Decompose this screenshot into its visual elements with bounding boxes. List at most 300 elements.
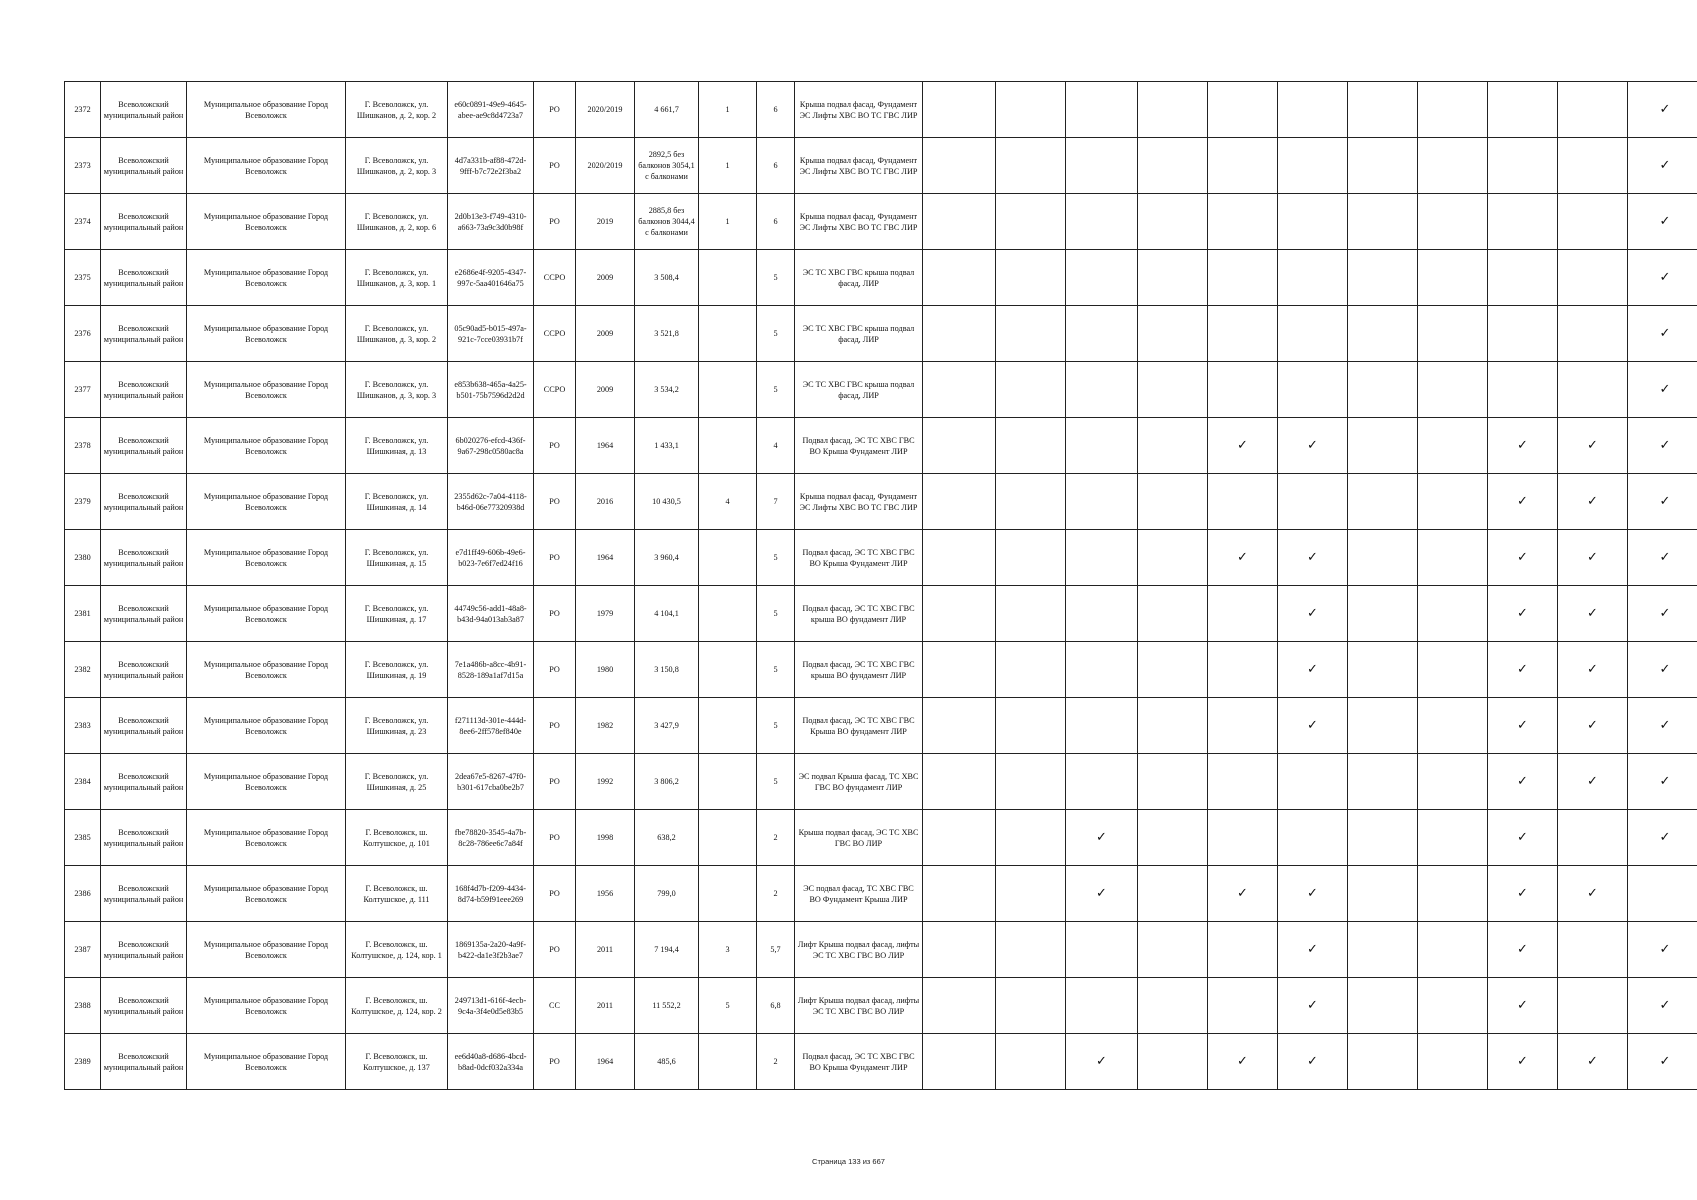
- cell-type: РО: [534, 474, 576, 530]
- check-mark-icon: ✓: [1278, 698, 1348, 754]
- cell-c1: [699, 642, 757, 698]
- table-row: [65, 810, 1697, 866]
- empty-cell: [996, 194, 1066, 250]
- cell-address: Г. Всеволожск, ул. Шишкиная, д. 19: [346, 642, 448, 698]
- register-table: [64, 81, 1697, 1090]
- empty-cell: [1418, 866, 1488, 922]
- table-row: [65, 474, 1697, 530]
- check-mark-icon: ✓: [1628, 754, 1697, 810]
- cell-guid: 05c90ad5-b015-497a-921c-7cce03931b7f: [448, 306, 534, 362]
- cell-type: РО: [534, 642, 576, 698]
- empty-cell: [1138, 530, 1208, 586]
- empty-cell: [923, 138, 996, 194]
- cell-c2: 6: [757, 138, 795, 194]
- cell-year: 1979: [576, 586, 635, 642]
- check-mark-icon: ✓: [1278, 586, 1348, 642]
- empty-cell: [996, 250, 1066, 306]
- check-mark-icon: ✓: [1558, 698, 1628, 754]
- cell-district: Всеволожский муниципальный район: [101, 922, 187, 978]
- cell-works: Крыша подвал фасад, Фундамент ЭС Лифты ХВС ВО ТС ГВС ЛИР: [795, 82, 923, 138]
- cell-municipality: Муниципальное образование Город Всеволожск: [187, 810, 346, 866]
- cell-year: 1964: [576, 530, 635, 586]
- empty-cell: [1208, 642, 1278, 698]
- empty-cell: [1278, 362, 1348, 418]
- cell-num: 2386: [65, 866, 101, 922]
- empty-cell: [1558, 82, 1628, 138]
- empty-cell: [1278, 82, 1348, 138]
- empty-cell: [1066, 194, 1138, 250]
- cell-district: Всеволожский муниципальный район: [101, 418, 187, 474]
- cell-num: 2387: [65, 922, 101, 978]
- cell-type: РО: [534, 810, 576, 866]
- empty-cell: [1278, 138, 1348, 194]
- cell-type: РО: [534, 82, 576, 138]
- cell-c2: 2: [757, 1034, 795, 1090]
- cell-c2: 5: [757, 362, 795, 418]
- cell-c2: 5: [757, 586, 795, 642]
- empty-cell: [1278, 194, 1348, 250]
- empty-cell: [1066, 530, 1138, 586]
- cell-c1: 4: [699, 474, 757, 530]
- empty-cell: [1348, 866, 1418, 922]
- check-mark-icon: ✓: [1488, 586, 1558, 642]
- check-mark-icon: ✓: [1488, 530, 1558, 586]
- empty-cell: [1066, 250, 1138, 306]
- check-mark-icon: ✓: [1278, 1034, 1348, 1090]
- cell-num: 2381: [65, 586, 101, 642]
- cell-area: 3 806,2: [635, 754, 699, 810]
- check-mark-icon: ✓: [1488, 418, 1558, 474]
- empty-cell: [923, 474, 996, 530]
- check-mark-icon: ✓: [1628, 922, 1697, 978]
- cell-area: 3 521,8: [635, 306, 699, 362]
- empty-cell: [1348, 1034, 1418, 1090]
- empty-cell: [996, 82, 1066, 138]
- empty-cell: [1558, 922, 1628, 978]
- empty-cell: [1418, 978, 1488, 1034]
- cell-area: 11 552,2: [635, 978, 699, 1034]
- cell-c1: [699, 418, 757, 474]
- cell-c2: 4: [757, 418, 795, 474]
- cell-year: 1956: [576, 866, 635, 922]
- empty-cell: [1066, 306, 1138, 362]
- empty-cell: [923, 642, 996, 698]
- check-mark-icon: ✓: [1208, 530, 1278, 586]
- empty-cell: [1348, 138, 1418, 194]
- check-mark-icon: ✓: [1208, 866, 1278, 922]
- empty-cell: [923, 754, 996, 810]
- empty-cell: [1066, 698, 1138, 754]
- cell-works: Подвал фасад, ЭС ТС ХВС ГВС ВО Крыша Фундамент ЛИР: [795, 1034, 923, 1090]
- cell-municipality: Муниципальное образование Город Всеволожск: [187, 474, 346, 530]
- cell-municipality: Муниципальное образование Город Всеволожск: [187, 978, 346, 1034]
- cell-works: Лифт Крыша подвал фасад, лифты ЭС ТС ХВС ГВС ВО ЛИР: [795, 978, 923, 1034]
- cell-area: 485,6: [635, 1034, 699, 1090]
- empty-cell: [923, 250, 996, 306]
- check-mark-icon: ✓: [1628, 1034, 1697, 1090]
- cell-district: Всеволожский муниципальный район: [101, 1034, 187, 1090]
- cell-c1: [699, 1034, 757, 1090]
- cell-c2: 5: [757, 306, 795, 362]
- cell-c1: [699, 698, 757, 754]
- empty-cell: [1488, 250, 1558, 306]
- empty-cell: [996, 866, 1066, 922]
- check-mark-icon: ✓: [1558, 418, 1628, 474]
- cell-guid: 168f4d7b-f209-4434-8d74-b59f91eee269: [448, 866, 534, 922]
- cell-address: Г. Всеволожск, ул. Шишкиная, д. 14: [346, 474, 448, 530]
- empty-cell: [1138, 418, 1208, 474]
- cell-type: ССРО: [534, 362, 576, 418]
- empty-cell: [1418, 306, 1488, 362]
- cell-c1: 3: [699, 922, 757, 978]
- cell-municipality: Муниципальное образование Город Всеволожск: [187, 1034, 346, 1090]
- empty-cell: [1138, 642, 1208, 698]
- check-mark-icon: ✓: [1628, 586, 1697, 642]
- cell-num: 2388: [65, 978, 101, 1034]
- cell-year: 1998: [576, 810, 635, 866]
- empty-cell: [1138, 306, 1208, 362]
- cell-year: 1992: [576, 754, 635, 810]
- cell-c2: 6: [757, 82, 795, 138]
- cell-district: Всеволожский муниципальный район: [101, 810, 187, 866]
- cell-year: 1980: [576, 642, 635, 698]
- cell-year: 1964: [576, 418, 635, 474]
- cell-area: 3 960,4: [635, 530, 699, 586]
- empty-cell: [996, 642, 1066, 698]
- cell-municipality: Муниципальное образование Город Всеволожск: [187, 642, 346, 698]
- cell-year: 1982: [576, 698, 635, 754]
- cell-type: РО: [534, 530, 576, 586]
- empty-cell: [996, 306, 1066, 362]
- table-row: [65, 978, 1697, 1034]
- cell-num: 2385: [65, 810, 101, 866]
- empty-cell: [923, 586, 996, 642]
- empty-cell: [1138, 1034, 1208, 1090]
- cell-c2: 5: [757, 530, 795, 586]
- empty-cell: [923, 418, 996, 474]
- empty-cell: [1138, 922, 1208, 978]
- empty-cell: [1066, 362, 1138, 418]
- empty-cell: [1138, 698, 1208, 754]
- empty-cell: [1066, 754, 1138, 810]
- empty-cell: [996, 362, 1066, 418]
- empty-cell: [923, 866, 996, 922]
- table-row: [65, 530, 1697, 586]
- cell-area: 2892,5 без балконов 3054,1 с балконами: [635, 138, 699, 194]
- empty-cell: [1558, 362, 1628, 418]
- register-table-container: [64, 81, 1671, 1090]
- cell-type: РО: [534, 138, 576, 194]
- cell-guid: e7d1ff49-606b-49e6-b023-7e6f7ed24f16: [448, 530, 534, 586]
- cell-municipality: Муниципальное образование Город Всеволожск: [187, 362, 346, 418]
- cell-year: 2020/2019: [576, 82, 635, 138]
- empty-cell: [1208, 306, 1278, 362]
- empty-cell: [996, 138, 1066, 194]
- empty-cell: [1278, 250, 1348, 306]
- cell-c1: [699, 586, 757, 642]
- cell-c1: [699, 250, 757, 306]
- cell-type: РО: [534, 698, 576, 754]
- cell-c2: 5: [757, 250, 795, 306]
- table-row: [65, 922, 1697, 978]
- cell-guid: e2686e4f-9205-4347-997c-5aa401646a75: [448, 250, 534, 306]
- check-mark-icon: ✓: [1278, 642, 1348, 698]
- cell-year: 2011: [576, 978, 635, 1034]
- empty-cell: [1418, 194, 1488, 250]
- cell-num: 2376: [65, 306, 101, 362]
- cell-guid: ee6d40a8-d686-4bcd-b8ad-0dcf032a334a: [448, 1034, 534, 1090]
- empty-cell: [1348, 474, 1418, 530]
- empty-cell: [1066, 586, 1138, 642]
- empty-cell: [996, 922, 1066, 978]
- cell-c1: [699, 362, 757, 418]
- cell-works: Подвал фасад, ЭС ТС ХВС ГВС крыша ВО фундамент ЛИР: [795, 642, 923, 698]
- cell-type: РО: [534, 418, 576, 474]
- empty-cell: [1418, 642, 1488, 698]
- empty-cell: [923, 1034, 996, 1090]
- cell-municipality: Муниципальное образование Город Всеволожск: [187, 586, 346, 642]
- cell-works: Крыша подвал фасад, Фундамент ЭС Лифты ХВС ВО ТС ГВС ЛИР: [795, 194, 923, 250]
- cell-address: Г. Всеволожск, ш. Колтушское, д. 101: [346, 810, 448, 866]
- empty-cell: [1488, 138, 1558, 194]
- cell-year: 2009: [576, 306, 635, 362]
- empty-cell: [1418, 754, 1488, 810]
- cell-address: Г. Всеволожск, ш. Колтушское, д. 124, кор. 2: [346, 978, 448, 1034]
- cell-works: Подвал фасад, ЭС ТС ХВС ГВС ВО Крыша Фундамент ЛИР: [795, 530, 923, 586]
- check-mark-icon: ✓: [1628, 418, 1697, 474]
- check-mark-icon: ✓: [1558, 530, 1628, 586]
- empty-cell: [1418, 922, 1488, 978]
- empty-cell: [1348, 530, 1418, 586]
- empty-cell: [1066, 138, 1138, 194]
- cell-type: ССРО: [534, 250, 576, 306]
- cell-c2: 2: [757, 866, 795, 922]
- cell-district: Всеволожский муниципальный район: [101, 194, 187, 250]
- empty-cell: [1558, 306, 1628, 362]
- cell-area: 7 194,4: [635, 922, 699, 978]
- cell-municipality: Муниципальное образование Город Всеволожск: [187, 138, 346, 194]
- empty-cell: [1138, 810, 1208, 866]
- empty-cell: [1066, 922, 1138, 978]
- check-mark-icon: ✓: [1488, 642, 1558, 698]
- empty-cell: [923, 194, 996, 250]
- empty-cell: [1208, 362, 1278, 418]
- empty-cell: [1138, 194, 1208, 250]
- empty-cell: [1558, 810, 1628, 866]
- check-mark-icon: ✓: [1558, 1034, 1628, 1090]
- check-mark-icon: ✓: [1278, 866, 1348, 922]
- cell-c2: 5: [757, 754, 795, 810]
- cell-works: Крыша подвал фасад, Фундамент ЭС Лифты ХВС ВО ТС ГВС ЛИР: [795, 138, 923, 194]
- empty-cell: [923, 306, 996, 362]
- cell-address: Г. Всеволожск, ул. Шишканов, д. 3, кор. 3: [346, 362, 448, 418]
- cell-works: Крыша подвал фасад, ЭС ТС ХВС ГВС ВО ЛИР: [795, 810, 923, 866]
- cell-address: Г. Всеволожск, ул. Шишкиная, д. 23: [346, 698, 448, 754]
- cell-district: Всеволожский муниципальный район: [101, 474, 187, 530]
- empty-cell: [1348, 250, 1418, 306]
- cell-district: Всеволожский муниципальный район: [101, 362, 187, 418]
- cell-c1: 1: [699, 194, 757, 250]
- cell-address: Г. Всеволожск, ул. Шишканов, д. 2, кор. 2: [346, 82, 448, 138]
- table-row: [65, 642, 1697, 698]
- cell-c1: 1: [699, 82, 757, 138]
- empty-cell: [923, 978, 996, 1034]
- empty-cell: [1418, 586, 1488, 642]
- cell-district: Всеволожский муниципальный район: [101, 754, 187, 810]
- empty-cell: [1348, 754, 1418, 810]
- cell-area: 1 433,1: [635, 418, 699, 474]
- cell-guid: e60c0891-49e9-4645-abee-ae9c8d4723a7: [448, 82, 534, 138]
- cell-area: 2885,8 без балконов 3044,4 с балконами: [635, 194, 699, 250]
- cell-area: 3 508,4: [635, 250, 699, 306]
- cell-c1: 5: [699, 978, 757, 1034]
- empty-cell: [1348, 586, 1418, 642]
- cell-guid: 249713d1-616f-4ecb-9c4a-3f4e0d5e83b5: [448, 978, 534, 1034]
- check-mark-icon: ✓: [1488, 978, 1558, 1034]
- cell-district: Всеволожский муниципальный район: [101, 698, 187, 754]
- empty-cell: [996, 1034, 1066, 1090]
- empty-cell: [1208, 250, 1278, 306]
- cell-c2: 6,8: [757, 978, 795, 1034]
- empty-cell: [1138, 586, 1208, 642]
- cell-district: Всеволожский муниципальный район: [101, 866, 187, 922]
- cell-works: Подвал фасад, ЭС ТС ХВС ГВС ВО Крыша Фундамент ЛИР: [795, 418, 923, 474]
- check-mark-icon: ✓: [1558, 754, 1628, 810]
- table-row: [65, 82, 1697, 138]
- cell-type: РО: [534, 866, 576, 922]
- cell-address: Г. Всеволожск, ш. Колтушское, д. 137: [346, 1034, 448, 1090]
- check-mark-icon: ✓: [1278, 418, 1348, 474]
- cell-area: 3 427,9: [635, 698, 699, 754]
- cell-guid: 2dea67e5-8267-47f0-b301-617cba0be2b7: [448, 754, 534, 810]
- cell-c2: 5: [757, 698, 795, 754]
- empty-cell: [1348, 642, 1418, 698]
- empty-cell: [1348, 194, 1418, 250]
- cell-num: 2372: [65, 82, 101, 138]
- empty-cell: [1278, 810, 1348, 866]
- cell-municipality: Муниципальное образование Город Всеволожск: [187, 306, 346, 362]
- cell-area: 3 150,8: [635, 642, 699, 698]
- table-row: [65, 418, 1697, 474]
- cell-works: ЭС ТС ХВС ГВС крыша подвал фасад, ЛИР: [795, 306, 923, 362]
- cell-municipality: Муниципальное образование Город Всеволожск: [187, 82, 346, 138]
- empty-cell: [923, 82, 996, 138]
- empty-cell: [1418, 530, 1488, 586]
- check-mark-icon: ✓: [1628, 194, 1697, 250]
- table-row: [65, 362, 1697, 418]
- empty-cell: [1628, 866, 1697, 922]
- empty-cell: [1558, 250, 1628, 306]
- cell-c1: 1: [699, 138, 757, 194]
- table-row: [65, 306, 1697, 362]
- empty-cell: [1208, 698, 1278, 754]
- cell-address: Г. Всеволожск, ул. Шишканов, д. 2, кор. 6: [346, 194, 448, 250]
- cell-c2: 6: [757, 194, 795, 250]
- empty-cell: [923, 530, 996, 586]
- table-row: [65, 250, 1697, 306]
- cell-type: РО: [534, 194, 576, 250]
- table-body: [65, 82, 1697, 1090]
- empty-cell: [1138, 978, 1208, 1034]
- empty-cell: [1208, 922, 1278, 978]
- check-mark-icon: ✓: [1208, 1034, 1278, 1090]
- empty-cell: [1348, 698, 1418, 754]
- empty-cell: [1418, 418, 1488, 474]
- cell-address: Г. Всеволожск, ул. Шишкиная, д. 17: [346, 586, 448, 642]
- cell-type: РО: [534, 922, 576, 978]
- empty-cell: [996, 754, 1066, 810]
- empty-cell: [923, 810, 996, 866]
- cell-municipality: Муниципальное образование Город Всеволожск: [187, 866, 346, 922]
- empty-cell: [1558, 978, 1628, 1034]
- cell-guid: 2355d62c-7a04-4118-b46d-06e77320938d: [448, 474, 534, 530]
- empty-cell: [1348, 362, 1418, 418]
- check-mark-icon: ✓: [1488, 810, 1558, 866]
- empty-cell: [1278, 306, 1348, 362]
- check-mark-icon: ✓: [1278, 922, 1348, 978]
- table-row: [65, 138, 1697, 194]
- check-mark-icon: ✓: [1628, 362, 1697, 418]
- cell-num: 2375: [65, 250, 101, 306]
- cell-c2: 5: [757, 642, 795, 698]
- check-mark-icon: ✓: [1558, 866, 1628, 922]
- empty-cell: [1066, 82, 1138, 138]
- empty-cell: [923, 362, 996, 418]
- empty-cell: [1138, 362, 1208, 418]
- empty-cell: [1488, 362, 1558, 418]
- empty-cell: [1066, 642, 1138, 698]
- check-mark-icon: ✓: [1628, 698, 1697, 754]
- empty-cell: [1208, 82, 1278, 138]
- check-mark-icon: ✓: [1278, 978, 1348, 1034]
- check-mark-icon: ✓: [1278, 530, 1348, 586]
- cell-guid: 7e1a486b-a8cc-4b91-8528-189a1af7d15a: [448, 642, 534, 698]
- cell-address: Г. Всеволожск, ул. Шишкиная, д. 15: [346, 530, 448, 586]
- cell-area: 799,0: [635, 866, 699, 922]
- cell-num: 2377: [65, 362, 101, 418]
- empty-cell: [1418, 474, 1488, 530]
- cell-address: Г. Всеволожск, ул. Шишкиная, д. 13: [346, 418, 448, 474]
- empty-cell: [1418, 810, 1488, 866]
- empty-cell: [1558, 138, 1628, 194]
- empty-cell: [1138, 866, 1208, 922]
- empty-cell: [923, 922, 996, 978]
- check-mark-icon: ✓: [1628, 978, 1697, 1034]
- check-mark-icon: ✓: [1628, 250, 1697, 306]
- cell-area: 4 661,7: [635, 82, 699, 138]
- empty-cell: [1348, 922, 1418, 978]
- cell-guid: fbe78820-3545-4a7b-8c28-786ee6c7a84f: [448, 810, 534, 866]
- cell-district: Всеволожский муниципальный район: [101, 642, 187, 698]
- cell-district: Всеволожский муниципальный район: [101, 978, 187, 1034]
- empty-cell: [923, 698, 996, 754]
- check-mark-icon: ✓: [1066, 810, 1138, 866]
- cell-num: 2378: [65, 418, 101, 474]
- empty-cell: [1138, 82, 1208, 138]
- cell-guid: e853b638-465a-4a25-b501-75b7596d2d2d: [448, 362, 534, 418]
- cell-municipality: Муниципальное образование Город Всеволожск: [187, 250, 346, 306]
- cell-c1: [699, 810, 757, 866]
- empty-cell: [1418, 138, 1488, 194]
- empty-cell: [1418, 698, 1488, 754]
- cell-municipality: Муниципальное образование Город Всеволожск: [187, 194, 346, 250]
- empty-cell: [1418, 362, 1488, 418]
- cell-c2: 2: [757, 810, 795, 866]
- cell-num: 2382: [65, 642, 101, 698]
- cell-year: 2009: [576, 362, 635, 418]
- table-row: [65, 754, 1697, 810]
- empty-cell: [1138, 138, 1208, 194]
